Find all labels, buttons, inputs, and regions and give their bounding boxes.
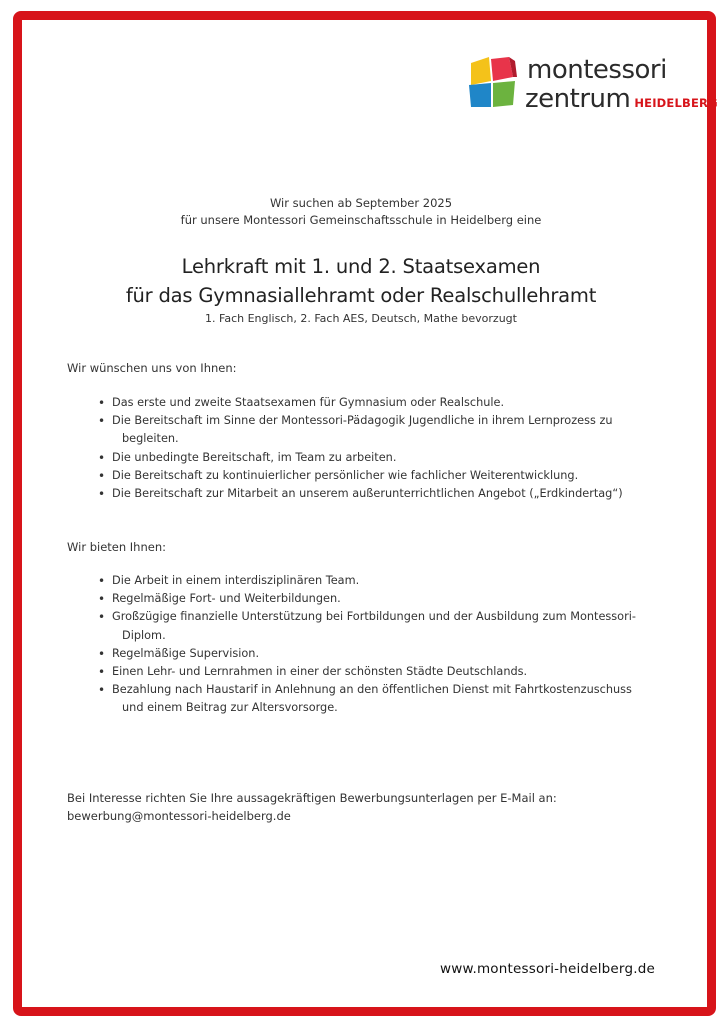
list-item: • Die Bereitschaft im Sinne der Montessori-Pädagogik Jugendliche in ihrem Lernprozess zu begleiten. (98, 414, 613, 446)
page-frame (13, 11, 716, 1016)
list-item: • Die unbedingte Bereitschaft, im Team zu arbeiten. (98, 450, 397, 465)
list-item: • Bezahlung nach Haustarif in Anlehnung an den öffentlichen Dienst mit Fahrtkostenzuschuss und einem Beitrag zur Altersvorsorge. (98, 683, 632, 715)
logo-word-zentrum: zentrum (525, 84, 631, 114)
list-item: • Regelmäßige Fort- und Weiterbildungen. (98, 592, 341, 607)
application-email-link[interactable]: bewerbung@montessori-heidelberg.de (67, 809, 291, 823)
closing-paragraph (67, 789, 557, 825)
offers-heading: Wir bieten Ihnen: (67, 540, 167, 554)
closing-text: Bei Interesse richten Sie Ihre aussagekräftigen Bewerbungsunterlagen per E-Mail an: (67, 791, 557, 805)
montessori-zentrum-logo (467, 55, 718, 114)
colored-cube-icon (467, 55, 519, 109)
list-item: • Großzügige finanzielle Unterstützung bei Fortbildungen und der Ausbildung zum Montessori- Diplom. (98, 610, 636, 642)
wishes-heading: Wir wünschen uns von Ihnen: (67, 361, 237, 375)
list-item: • Einen Lehr- und Lernrahmen in einer der schönsten Städte Deutschlands. (98, 665, 528, 680)
logo-word-montessori: montessori (527, 55, 667, 85)
intro-line-2: für unsere Montessori Gemeinschaftsschule in Heidelberg eine (180, 213, 542, 227)
list-item: • Die Bereitschaft zur Mitarbeit an unserem außerunterrichtlichen Angebot („Erdkindertag“) (98, 487, 623, 502)
offers-list (98, 572, 652, 718)
list-item: • Die Arbeit in einem interdisziplinären Team. (98, 574, 360, 588)
list-item: • Das erste und zweite Staatsexamen für Gymnasium oder Realschule. (98, 396, 505, 410)
footer-website-link[interactable]: www.montessori-heidelberg.de (439, 961, 655, 977)
logo-city: HEIDELBERG (634, 96, 718, 110)
list-item: • Regelmäßige Supervision. (98, 646, 260, 661)
job-title-line-2: für das Gymnasiallehramt oder Realschullehramt (125, 284, 597, 307)
wishes-list (98, 394, 652, 503)
logo-line-zentrum (525, 84, 718, 114)
intro-line-1: Wir suchen ab September 2025 (269, 196, 453, 210)
list-item: • Die Bereitschaft zu kontinuierlicher persönlicher wie fachlicher Weiterentwicklung. (98, 468, 579, 483)
job-title-line-1: Lehrkraft mit 1. und 2. Staatsexamen (181, 255, 541, 278)
subject-preference: 1. Fach Englisch, 2. Fach AES, Deutsch, Mathe bevorzugt (205, 312, 517, 325)
